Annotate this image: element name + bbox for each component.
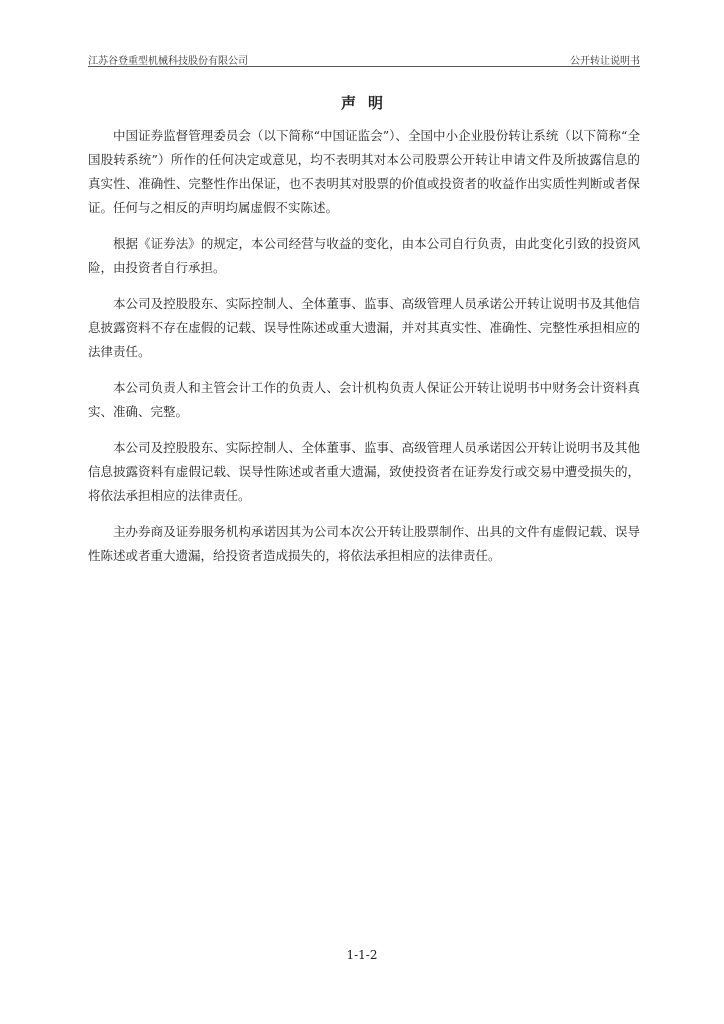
paragraph-1: 中国证券监督管理委员会（以下简称“中国证监会”）、全国中小企业股份转让系统（以下简称“全国股转系统”）所作的任何决定或意见，均不表明其对本公司股票公开转让申请文件及所披露信息的真实性、准确性、完整性作出保证，也不表明其对股票的价值或投资者的收益作出实质性判断或者保证。任何与之相反的声明均属虚假不实陈述。 [88, 128, 640, 215]
page-title: 声明 [340, 94, 395, 112]
header-document-title: 公开转让说明书 [570, 56, 640, 67]
page-number: 1-1-2 [346, 948, 378, 962]
header-divider [88, 66, 640, 67]
paragraph-3: 本公司及控股股东、实际控制人、全体董事、监事、高级管理人员承诺公开转让说明书及其他信息披露资料不存在虚假的记载、误导性陈述或重大遗漏，并对其真实性、准确性、完整性承担相应的法律责任。 [88, 296, 640, 359]
paragraph-5: 本公司及控股股东、实际控制人、全体董事、监事、高级管理人员承诺因公开转让说明书及其他信息披露资料有虚假记载、误导性陈述或者重大遗漏，致使投资者在证券发行或交易中遭受损失的，将依法承担相应的法律责任。 [88, 440, 640, 503]
statement-body [88, 124, 640, 580]
paragraph-4: 本公司负责人和主管会计工作的负责人、会计机构负责人保证公开转让说明书中财务会计资料真实、准确、完整。 [88, 380, 640, 419]
paragraph-6: 主办券商及证券服务机构承诺因其为公司本次公开转让股票制作、出具的文件有虚假记载、误导性陈述或者重大遗漏，给投资者造成损失的，将依法承担相应的法律责任。 [88, 524, 640, 563]
paragraph-2: 根据《证券法》的规定，本公司经营与收益的变化，由本公司自行负责，由此变化引致的投资风险，由投资者自行承担。 [88, 236, 640, 275]
header-company-name: 江苏谷登重型机械科技股份有限公司 [88, 56, 248, 67]
